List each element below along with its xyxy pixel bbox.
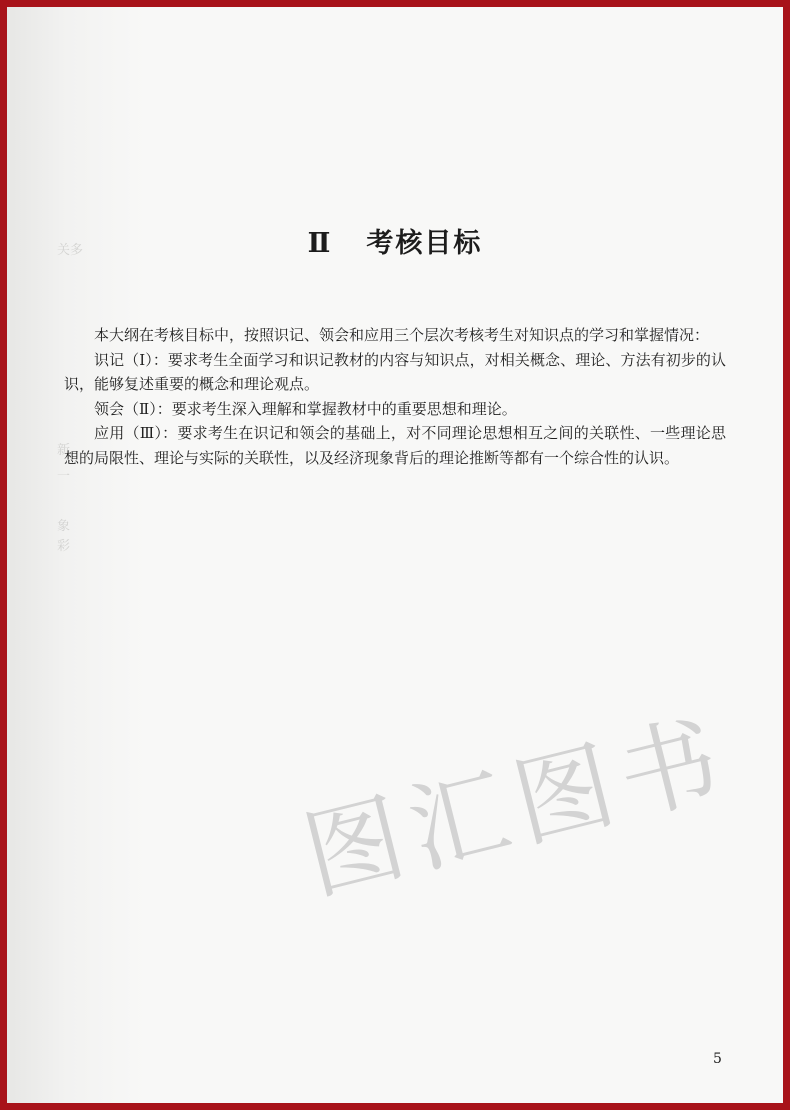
section-title: 考核目标 [366,228,483,260]
level-comprehension-paragraph: 领会（Ⅱ）：要求考生深入理解和掌握教材中的重要思想和理论。 [94,399,517,418]
bleed-through-mark: 关多 [57,243,84,258]
bleed-through-mark: 象 [57,519,71,534]
page-number: 5 [713,1051,722,1067]
bleed-through-mark: 新 [57,443,71,458]
level-recall-paragraph: 识记（Ⅰ）：要求考生全面学习和识记教材的内容与知识点，对相关概念、理论、方法有初步的认识，能够复述重要的概念和理论观点。 [64,350,726,393]
bleed-through-mark: 一 [57,469,71,484]
intro-paragraph: 本大纲在考核目标中，按照识记、领会和应用三个层次考核考生对知识点的学习和掌握情况： [94,326,710,344]
bleed-through-mark: 彩 [57,539,71,554]
section-numeral: Ⅱ [307,228,333,260]
level-application-paragraph: 应用（Ⅲ）：要求考生在识记和领会的基础上，对不同理论思想相互之间的关联性、一些理论思想的局限性、理论与实际的关联性，以及经济现象背后的理论推断等都有一个综合性的认识。 [64,424,726,467]
document-page [7,7,783,1103]
body-text [64,323,726,470]
section-heading [7,221,783,260]
watermark: 图汇图书 [293,700,740,916]
